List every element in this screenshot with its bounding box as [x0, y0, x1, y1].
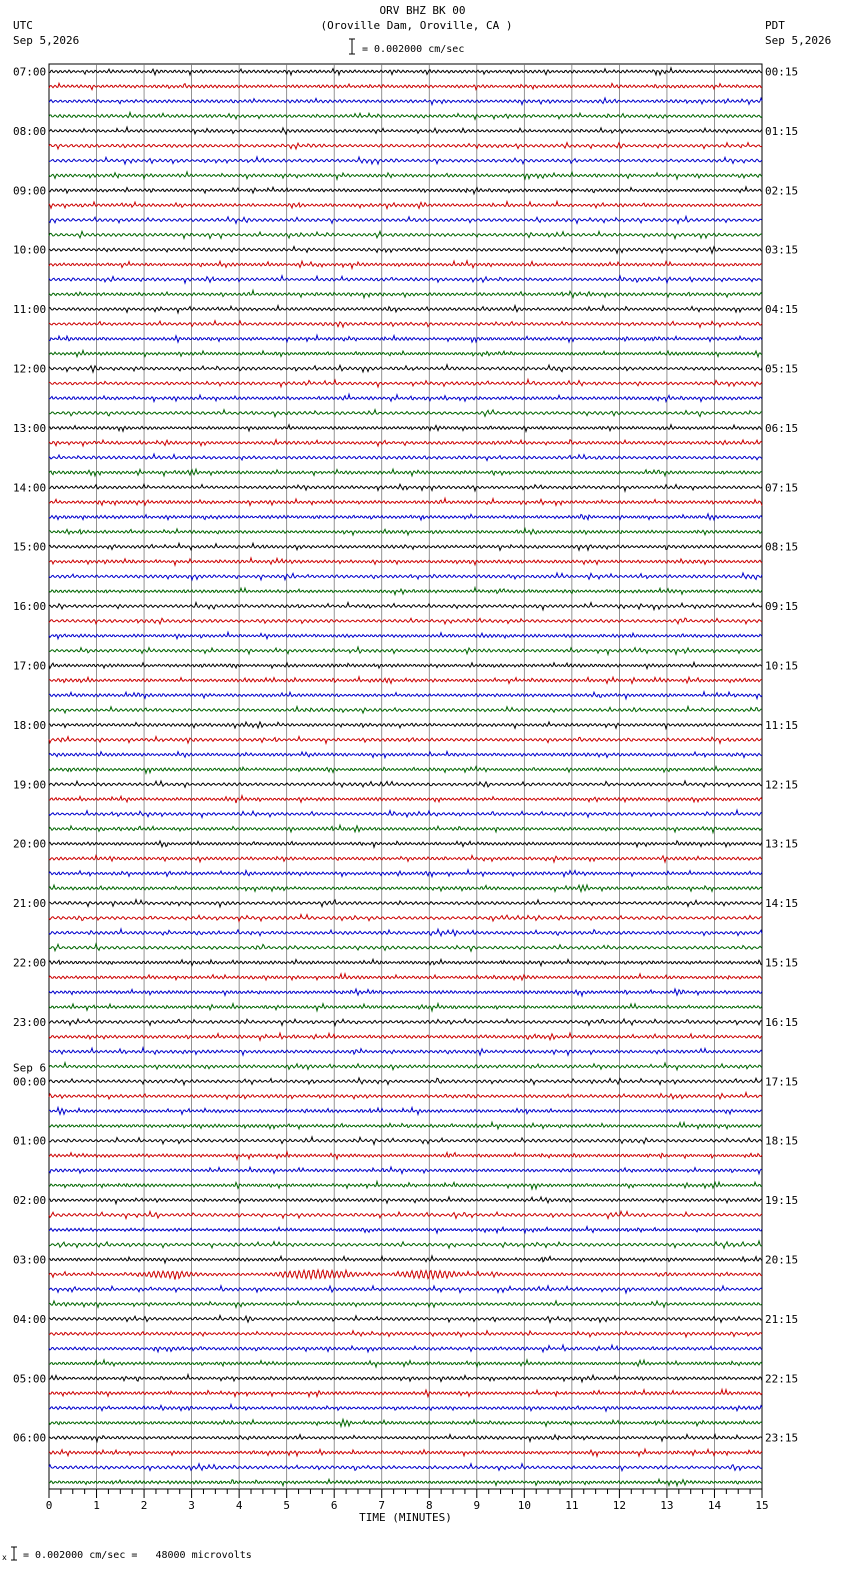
seismic-trace — [49, 870, 762, 877]
seismic-trace — [49, 157, 762, 164]
seismic-trace — [49, 529, 762, 536]
right-timezone: PDT — [765, 19, 785, 32]
seismic-trace — [49, 662, 762, 668]
seismic-trace — [49, 692, 762, 699]
right-hour-label: 13:15 — [765, 837, 799, 851]
seismic-trace — [49, 647, 762, 655]
seismic-trace — [49, 484, 762, 491]
seismic-trace — [49, 573, 762, 580]
seismic-trace — [49, 1093, 762, 1099]
left-hour-label: 13:00 — [13, 421, 47, 435]
seismic-trace — [49, 1227, 762, 1233]
left-hour-label: 09:00 — [13, 184, 47, 198]
seismic-trace — [49, 1211, 762, 1218]
left-timezone: UTC — [13, 19, 33, 32]
x-tick-label: 11 — [565, 1499, 579, 1512]
seismic-trace — [49, 440, 762, 446]
left-hour-label: 15:00 — [13, 540, 47, 554]
left-hour-label: 14:00 — [13, 481, 47, 495]
seismic-trace — [49, 1137, 762, 1144]
right-hour-label: 19:15 — [765, 1194, 799, 1208]
seismic-trace — [49, 1033, 762, 1040]
seismic-trace — [49, 172, 762, 179]
seismic-trace — [49, 335, 762, 342]
right-hour-label: 05:15 — [765, 362, 799, 376]
seismic-trace — [49, 1316, 762, 1323]
left-hour-label: 18:00 — [13, 718, 47, 732]
seismic-trace — [49, 900, 762, 907]
seismic-trace — [49, 112, 762, 119]
seismic-trace — [49, 1286, 762, 1293]
x-tick-label: 15 — [755, 1499, 769, 1512]
x-tick-label: 10 — [517, 1499, 531, 1512]
left-hour-label: 01:00 — [13, 1134, 47, 1148]
seismic-trace — [49, 231, 762, 238]
left-hour-label: 03:00 — [13, 1253, 47, 1267]
right-hour-label: 14:15 — [765, 897, 799, 911]
seismic-trace — [49, 1241, 762, 1248]
seismic-trace — [49, 781, 762, 787]
seismic-trace — [49, 1434, 762, 1441]
x-tick-label: 6 — [330, 1499, 338, 1512]
seismic-trace — [49, 558, 762, 565]
left-hour-label: 21:00 — [13, 897, 47, 911]
seismic-trace — [49, 632, 762, 639]
seismic-trace — [49, 1122, 762, 1129]
right-hour-label: 00:15 — [765, 65, 799, 79]
seismic-trace — [49, 1048, 762, 1055]
left-hour-label: 06:00 — [13, 1431, 47, 1445]
seismic-trace — [49, 959, 762, 965]
right-hour-label: 08:15 — [765, 540, 799, 554]
date-change-label: Sep 6 — [13, 1061, 47, 1075]
x-tick-label: 14 — [707, 1499, 722, 1512]
left-hour-label: 10:00 — [13, 243, 47, 257]
seismic-trace — [49, 276, 762, 283]
seismic-trace — [49, 410, 762, 417]
right-hour-label: 02:15 — [765, 184, 799, 198]
seismic-trace — [49, 68, 762, 75]
seismic-trace — [49, 706, 762, 713]
seismic-trace — [49, 365, 762, 372]
seismic-trace — [49, 1256, 762, 1263]
footer-mark: x — [2, 1553, 7, 1562]
right-hour-label: 18:15 — [765, 1134, 799, 1148]
seismic-trace — [49, 825, 762, 832]
right-hour-label: 12:15 — [765, 778, 799, 792]
seismic-trace — [49, 841, 762, 847]
seismic-trace — [49, 350, 762, 356]
scale-bar-label: = 0.002000 cm/sec — [362, 44, 465, 55]
seismic-trace — [49, 722, 762, 729]
left-hour-label: 04:00 — [13, 1312, 47, 1326]
x-tick-label: 1 — [93, 1499, 100, 1512]
x-tick-label: 2 — [140, 1499, 148, 1512]
right-hour-label: 15:15 — [765, 956, 799, 970]
seismic-trace — [49, 454, 762, 461]
left-hour-label: 07:00 — [13, 65, 47, 79]
seismic-trace — [49, 677, 762, 684]
x-tick-label: 0 — [45, 1499, 53, 1512]
seismic-trace — [49, 915, 762, 922]
left-hour-label: 20:00 — [13, 837, 47, 851]
right-hour-label: 09:15 — [765, 600, 799, 614]
seismic-trace — [49, 737, 762, 744]
right-hour-label: 23:15 — [765, 1431, 799, 1445]
left-hour-label: 12:00 — [13, 362, 47, 376]
x-axis-label: TIME (MINUTES) — [359, 1511, 452, 1524]
seismic-trace — [49, 885, 762, 892]
left-date: Sep 5,2026 — [13, 34, 80, 47]
x-tick-label: 4 — [235, 1499, 243, 1512]
right-hour-label: 22:15 — [765, 1372, 799, 1386]
x-tick-label: 12 — [612, 1499, 627, 1512]
seismic-trace — [49, 394, 762, 401]
plot-title: ORV BHZ BK 00 — [379, 4, 466, 17]
right-hour-label: 06:15 — [765, 421, 799, 435]
seismic-trace — [49, 929, 762, 936]
seismic-trace — [49, 380, 762, 387]
seismic-trace — [49, 1167, 762, 1174]
seismic-trace — [49, 1449, 762, 1456]
seismic-trace — [49, 944, 762, 951]
left-hour-label: 08:00 — [13, 124, 47, 138]
seismic-trace — [49, 1464, 762, 1471]
seismic-trace — [49, 321, 762, 328]
x-tick-label: 13 — [660, 1499, 674, 1512]
right-hour-label: 03:15 — [765, 243, 799, 257]
footer-scale-note: = 0.002000 cm/sec = 48000 microvolts — [23, 1550, 252, 1561]
right-hour-label: 16:15 — [765, 1015, 799, 1029]
seismic-trace — [49, 143, 762, 149]
left-hour-label: 05:00 — [13, 1372, 47, 1386]
seismic-trace — [49, 603, 762, 610]
seismic-trace — [49, 469, 762, 476]
seismic-trace — [49, 543, 762, 550]
x-tick-label: 7 — [378, 1499, 386, 1512]
left-hour-label: 23:00 — [13, 1015, 47, 1029]
right-hour-label: 01:15 — [765, 124, 799, 138]
x-tick-label: 9 — [473, 1499, 481, 1512]
x-tick-label: 5 — [283, 1499, 290, 1512]
right-hour-label: 21:15 — [765, 1312, 799, 1326]
seismic-trace — [49, 514, 762, 520]
seismic-trace — [49, 989, 762, 996]
x-tick-label: 3 — [188, 1499, 195, 1512]
seismic-trace — [49, 1078, 762, 1085]
seismic-trace — [49, 247, 762, 254]
seismic-trace — [49, 425, 762, 432]
seismic-trace — [49, 1197, 762, 1204]
seismic-trace — [49, 1270, 762, 1280]
seismic-trace — [49, 498, 762, 505]
seismic-trace — [49, 1375, 762, 1382]
left-hour-label: 02:00 — [13, 1194, 47, 1208]
seismic-trace — [49, 290, 762, 297]
seismic-trace — [49, 98, 762, 105]
right-hour-label: 17:15 — [765, 1075, 799, 1089]
seismic-trace — [49, 588, 762, 595]
seismic-trace — [49, 1182, 762, 1190]
seismic-trace — [49, 261, 762, 269]
seismic-trace — [49, 1479, 762, 1485]
right-hour-label: 10:15 — [765, 659, 799, 673]
seismic-trace — [49, 127, 762, 134]
seismic-trace — [49, 1019, 762, 1025]
right-hour-label: 20:15 — [765, 1253, 799, 1267]
seismic-trace — [49, 187, 762, 194]
seismic-trace — [49, 1063, 762, 1070]
seismic-trace — [49, 1345, 762, 1352]
seismic-trace — [49, 974, 762, 980]
seismic-trace — [49, 1360, 762, 1367]
seismic-trace — [49, 216, 762, 223]
seismic-trace — [49, 796, 762, 803]
seismic-trace — [49, 1004, 762, 1011]
left-hour-label: 00:00 — [13, 1075, 47, 1089]
seismic-trace — [49, 618, 762, 624]
seismic-trace — [49, 766, 762, 773]
seismic-trace — [49, 1419, 762, 1426]
seismic-trace — [49, 1107, 762, 1114]
seismic-trace — [49, 201, 762, 208]
right-date: Sep 5,2026 — [765, 34, 832, 47]
plot-subtitle: (Oroville Dam, Oroville, CA ) — [320, 19, 513, 32]
right-hour-label: 04:15 — [765, 303, 799, 317]
seismic-trace — [49, 1301, 762, 1307]
trace-layer — [49, 68, 762, 1486]
seismic-trace — [49, 810, 762, 817]
right-hour-label: 07:15 — [765, 481, 799, 495]
seismic-trace — [49, 1389, 762, 1396]
left-hour-label: 11:00 — [13, 303, 47, 317]
seismic-trace — [49, 856, 762, 863]
seismic-trace — [49, 752, 762, 758]
left-hour-label: 19:00 — [13, 778, 47, 792]
seismic-trace — [49, 306, 762, 313]
left-hour-label: 16:00 — [13, 600, 47, 614]
right-hour-label: 11:15 — [765, 718, 799, 732]
seismic-trace — [49, 1405, 762, 1412]
left-hour-label: 17:00 — [13, 659, 47, 673]
seismic-trace — [49, 1331, 762, 1337]
x-tick-label: 8 — [425, 1499, 433, 1512]
seismic-trace — [49, 83, 762, 89]
seismic-trace — [49, 1152, 762, 1159]
left-hour-label: 22:00 — [13, 956, 47, 970]
